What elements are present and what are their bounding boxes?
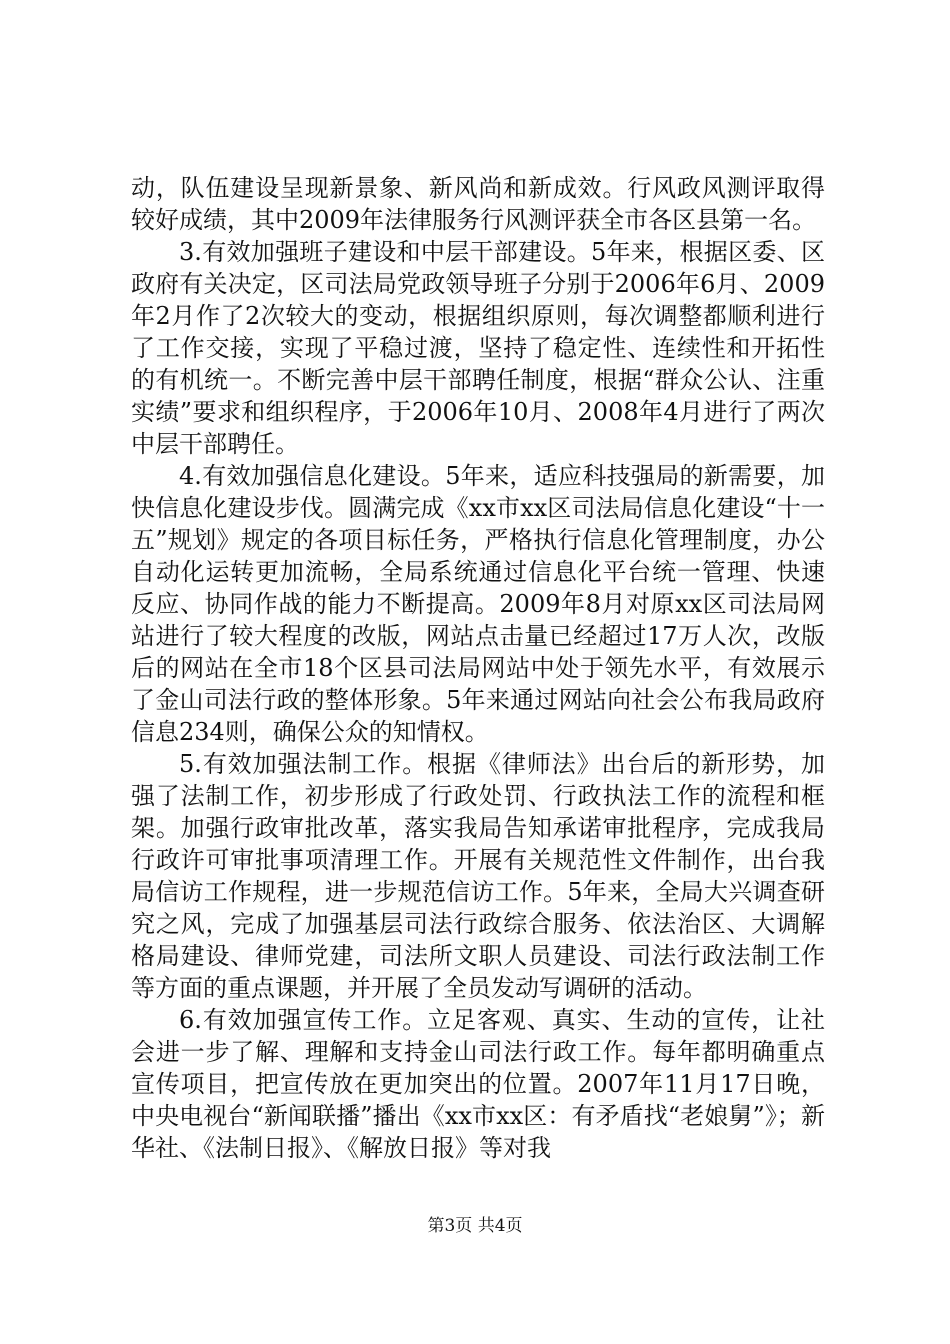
paragraph-publicity: 6.有效加强宣传工作。立足客观、真实、生动的宣传，让社会进一步了解、理解和支持金山司法行政工作。每年都明确重点宣传项目，把宣传放在更加突出的位置。2007年11月17日晚，中央电视台“新闻联播”播出《xx市xx区：有矛盾找“老娘舅”》；新华社、《法制日报》、《解放日报》等对我 [131,1006,825,1162]
paragraph-legal-work: 5.有效加强法制工作。根据《律师法》出台后的新形势，加强了法制工作，初步形成了行政处罚、行政执法工作的流程和框架。加强行政审批改革，落实我局告知承诺审批程序，完成我局行政许可审批事项清理工作。开展有关规范性文件制作，出台我局信访工作规程，进一步规范信访工作。5年来，全局大兴调查研究之风，完成了加强基层司法行政综合服务、依法治区、大调解格局建设、律师党建，司法所文职人员建设、司法行政法制工作等方面的重点课题，并开展了全员发动写调研的活动。 [131,750,825,1002]
page-number-footer: 第3页 共4页 [427,1216,523,1236]
paragraph-continuation: 动，队伍建设呈现新景象、新风尚和新成效。行风政风测评取得较好成绩，其中2009年法律服务行风测评获全市各区县第一名。 [131,174,825,234]
document-body [131,172,825,1164]
paragraph-informatization: 4.有效加强信息化建设。5年来，适应科技强局的新需要，加快信息化建设步伐。圆满完成《xx市xx区司法局信息化建设“十一五”规划》规定的各项目标任务，严格执行信息化管理制度，办公自动化运转更加流畅，全局系统通过信息化平台统一管理、快速反应、协同作战的能力不断提高。2009年8月对原xx区司法局网站进行了较大程度的改版，网站点击量已经超过17万人次，改版后的网站在全市18个区县司法局网站中处于领先水平，有效展示了金山司法行政的整体形象。5年来通过网站向社会公布我局政府信息234则，确保公众的知情权。 [131,462,825,746]
paragraph-leadership: 3.有效加强班子建设和中层干部建设。5年来，根据区委、区政府有关决定，区司法局党政领导班子分别于2006年6月、2009年2月作了2次较大的变动，根据组织原则，每次调整都顺利进行了工作交接，实现了平稳过渡，坚持了稳定性、连续性和开拓性的有机统一。不断完善中层干部聘任制度，根据“群众公认、注重实绩”要求和组织程序，于2006年10月、2008年4月进行了两次中层干部聘任。 [131,238,825,458]
